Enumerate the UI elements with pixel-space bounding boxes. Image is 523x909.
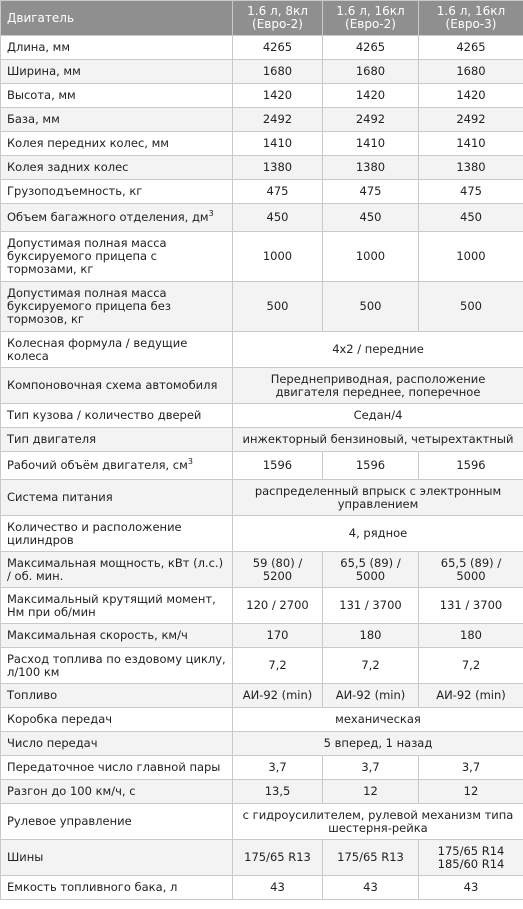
row-value-2: 43 — [323, 876, 419, 900]
row-value-3: 12 — [419, 780, 523, 804]
row-value-2: АИ-92 (min) — [323, 684, 419, 708]
row-value-3: 1000 — [419, 232, 523, 282]
row-value-2: 3,7 — [323, 756, 419, 780]
row-label-cell — [1, 588, 233, 624]
row-label: Компоновочная схема автомобиля — [7, 378, 218, 392]
row-label: Рабочий объём двигателя, см — [7, 458, 188, 472]
row-merged-value: 5 вперед, 1 назад — [233, 732, 523, 756]
row-merged-value: Переднеприводная, расположение двигателя переднее, поперечное — [233, 368, 523, 404]
header-row — [1, 1, 523, 36]
table-row — [1, 452, 523, 480]
row-value-2: 131 / 3700 — [323, 588, 419, 624]
row-value-3: 1420 — [419, 84, 523, 108]
row-value-1: 1680 — [233, 60, 323, 84]
row-label-cell — [1, 516, 233, 552]
row-value-2: 1420 — [323, 84, 419, 108]
table-row — [1, 708, 523, 732]
row-value-1: 13,5 — [233, 780, 323, 804]
table-header — [1, 1, 523, 36]
row-label-cell — [1, 156, 233, 180]
row-value-2: 7,2 — [323, 648, 419, 684]
row-label-cell — [1, 428, 233, 452]
row-value-2: 2492 — [323, 108, 419, 132]
table-row — [1, 368, 523, 404]
table-row — [1, 516, 523, 552]
row-label: Колея передних колес, мм — [7, 136, 169, 150]
row-merged-value: с гидроусилителем, рулевой механизм типа шестерня-рейка — [233, 804, 523, 840]
row-value-3: 175/65 R14 185/60 R14 — [419, 840, 523, 876]
row-label-cell — [1, 204, 233, 232]
row-value-1: 1000 — [233, 232, 323, 282]
row-value-3: АИ-92 (min) — [419, 684, 523, 708]
table-row — [1, 282, 523, 332]
row-label-cell — [1, 232, 233, 282]
row-value-1: 59 (80) / 5200 — [233, 552, 323, 588]
row-value-1: 3,7 — [233, 756, 323, 780]
row-merged-value: Седан/4 — [233, 404, 523, 428]
table-row — [1, 332, 523, 368]
row-value-2: 1000 — [323, 232, 419, 282]
row-value-2: 1680 — [323, 60, 419, 84]
row-label: Максимальный крутящий момент, Нм при об/мин — [7, 591, 216, 619]
row-value-3: 65,5 (89) / 5000 — [419, 552, 523, 588]
row-label-cell — [1, 108, 233, 132]
row-label: Длина, мм — [7, 40, 71, 54]
table-row — [1, 132, 523, 156]
row-label: Система питания — [7, 490, 113, 504]
table-row — [1, 480, 523, 516]
row-label-cell — [1, 876, 233, 900]
row-label: Допустимая полная масса буксируемого прицепа без тормозов, кг — [7, 286, 171, 326]
row-label-cell — [1, 404, 233, 428]
table-row — [1, 156, 523, 180]
table-row — [1, 204, 523, 232]
row-label: База, мм — [7, 112, 60, 126]
row-value-2: 1380 — [323, 156, 419, 180]
row-label-cell — [1, 780, 233, 804]
row-value-3: 450 — [419, 204, 523, 232]
row-value-1: 7,2 — [233, 648, 323, 684]
header-column-3 — [419, 1, 523, 36]
row-value-2: 4265 — [323, 36, 419, 60]
row-value-2: 12 — [323, 780, 419, 804]
unit-superscript: 3 — [187, 457, 193, 467]
table-row — [1, 840, 523, 876]
row-value-3: 1380 — [419, 156, 523, 180]
row-label-cell — [1, 452, 233, 480]
row-value-3: 475 — [419, 180, 523, 204]
row-label-cell — [1, 332, 233, 368]
row-label: Тип двигателя — [7, 432, 97, 446]
row-label-cell — [1, 368, 233, 404]
row-label: Число передач — [7, 736, 98, 750]
row-label: Высота, мм — [7, 88, 76, 102]
row-label-cell — [1, 60, 233, 84]
row-value-1: 2492 — [233, 108, 323, 132]
row-value-1: 500 — [233, 282, 323, 332]
row-value-3: 1680 — [419, 60, 523, 84]
row-value-1: АИ-92 (min) — [233, 684, 323, 708]
row-label: Ширина, мм — [7, 64, 81, 78]
table-row — [1, 404, 523, 428]
row-label: Тип кузова / количество дверей — [7, 408, 202, 422]
row-value-1: 4265 — [233, 36, 323, 60]
row-label: Шины — [7, 850, 44, 864]
row-label: Количество и расположение цилиндров — [7, 519, 182, 547]
row-label: Коробка передач — [7, 712, 113, 726]
row-value-2: 175/65 R13 — [323, 840, 419, 876]
row-label-cell — [1, 684, 233, 708]
row-label-cell — [1, 708, 233, 732]
table-row — [1, 232, 523, 282]
table-row — [1, 624, 523, 648]
table-row — [1, 60, 523, 84]
row-value-3: 1410 — [419, 132, 523, 156]
row-value-1: 1410 — [233, 132, 323, 156]
row-value-3: 2492 — [419, 108, 523, 132]
row-label: Допустимая полная масса буксируемого прицепа с тормозами, кг — [7, 236, 167, 276]
row-value-2: 1596 — [323, 452, 419, 480]
table-row — [1, 648, 523, 684]
row-label: Колея задних колес — [7, 160, 129, 174]
header-column-2 — [323, 1, 419, 36]
row-label-cell — [1, 732, 233, 756]
header-label: Двигатель — [1, 1, 233, 36]
table-row — [1, 552, 523, 588]
row-label-cell — [1, 84, 233, 108]
row-value-1: 1596 — [233, 452, 323, 480]
table-row — [1, 36, 523, 60]
header-column-3-line2: (Евро-3) — [445, 17, 497, 31]
row-label: Колесная формула / ведущие колеса — [7, 335, 188, 363]
row-value-2: 180 — [323, 624, 419, 648]
row-label-cell — [1, 282, 233, 332]
row-value-2: 500 — [323, 282, 419, 332]
row-value-3: 4265 — [419, 36, 523, 60]
row-value-3: 131 / 3700 — [419, 588, 523, 624]
header-column-3-line1: 1.6 л, 16кл — [436, 4, 506, 18]
row-value-1: 170 — [233, 624, 323, 648]
table-row — [1, 732, 523, 756]
table-row — [1, 684, 523, 708]
row-value-1: 475 — [233, 180, 323, 204]
row-label: Грузоподъемность, кг — [7, 184, 143, 198]
row-label: Разгон до 100 км/ч, с — [7, 784, 136, 798]
row-label-cell — [1, 36, 233, 60]
row-value-1: 120 / 2700 — [233, 588, 323, 624]
row-merged-value: 4, рядное — [233, 516, 523, 552]
header-column-1-line2: (Евро-2) — [252, 17, 303, 31]
row-label: Максимальная мощность, кВт (л.с.) / об. мин. — [7, 555, 224, 583]
header-column-2-line1: 1.6 л, 16кл — [336, 4, 405, 18]
row-merged-value: 4x2 / передние — [233, 332, 523, 368]
table-row — [1, 876, 523, 900]
row-value-3: 500 — [419, 282, 523, 332]
table-row — [1, 780, 523, 804]
row-label: Топливо — [7, 688, 58, 702]
table-row — [1, 428, 523, 452]
row-value-2: 450 — [323, 204, 419, 232]
row-label: Передаточное число главной пары — [7, 760, 221, 774]
row-value-1: 450 — [233, 204, 323, 232]
table-row — [1, 588, 523, 624]
row-label-cell — [1, 840, 233, 876]
table-row — [1, 84, 523, 108]
row-value-1: 43 — [233, 876, 323, 900]
row-label-cell — [1, 756, 233, 780]
row-value-3: 7,2 — [419, 648, 523, 684]
row-value-3: 3,7 — [419, 756, 523, 780]
row-label: Объем багажного отделения, дм — [7, 210, 209, 224]
header-column-1-line1: 1.6 л, 8кл — [247, 4, 308, 18]
row-label-cell — [1, 804, 233, 840]
row-label: Емкость топливного бака, л — [7, 880, 178, 894]
unit-superscript: 3 — [208, 209, 214, 219]
row-value-1: 1380 — [233, 156, 323, 180]
row-value-1: 175/65 R13 — [233, 840, 323, 876]
header-column-1 — [233, 1, 323, 36]
row-label: Рулевое управление — [7, 814, 132, 828]
row-value-3: 1596 — [419, 452, 523, 480]
table-row — [1, 804, 523, 840]
row-value-3: 43 — [419, 876, 523, 900]
row-label-cell — [1, 648, 233, 684]
header-column-2-line2: (Евро-2) — [345, 17, 396, 31]
row-merged-value: инжекторный бензиновый, четырехтактный — [233, 428, 523, 452]
row-value-2: 1410 — [323, 132, 419, 156]
row-label-cell — [1, 624, 233, 648]
row-label-cell — [1, 132, 233, 156]
row-label-cell — [1, 480, 233, 516]
row-merged-value: механическая — [233, 708, 523, 732]
row-label: Расход топлива по ездовому циклу, л/100 км — [7, 651, 226, 679]
table-row — [1, 108, 523, 132]
table-row — [1, 756, 523, 780]
row-label-cell — [1, 180, 233, 204]
row-label: Максимальная скорость, км/ч — [7, 628, 188, 642]
row-value-1: 1420 — [233, 84, 323, 108]
row-value-2: 475 — [323, 180, 419, 204]
row-value-2: 65,5 (89) / 5000 — [323, 552, 419, 588]
table-row — [1, 180, 523, 204]
row-value-3: 180 — [419, 624, 523, 648]
row-label-cell — [1, 552, 233, 588]
table-body — [1, 36, 523, 900]
row-merged-value: распределенный впрыск с электронным управлением — [233, 480, 523, 516]
